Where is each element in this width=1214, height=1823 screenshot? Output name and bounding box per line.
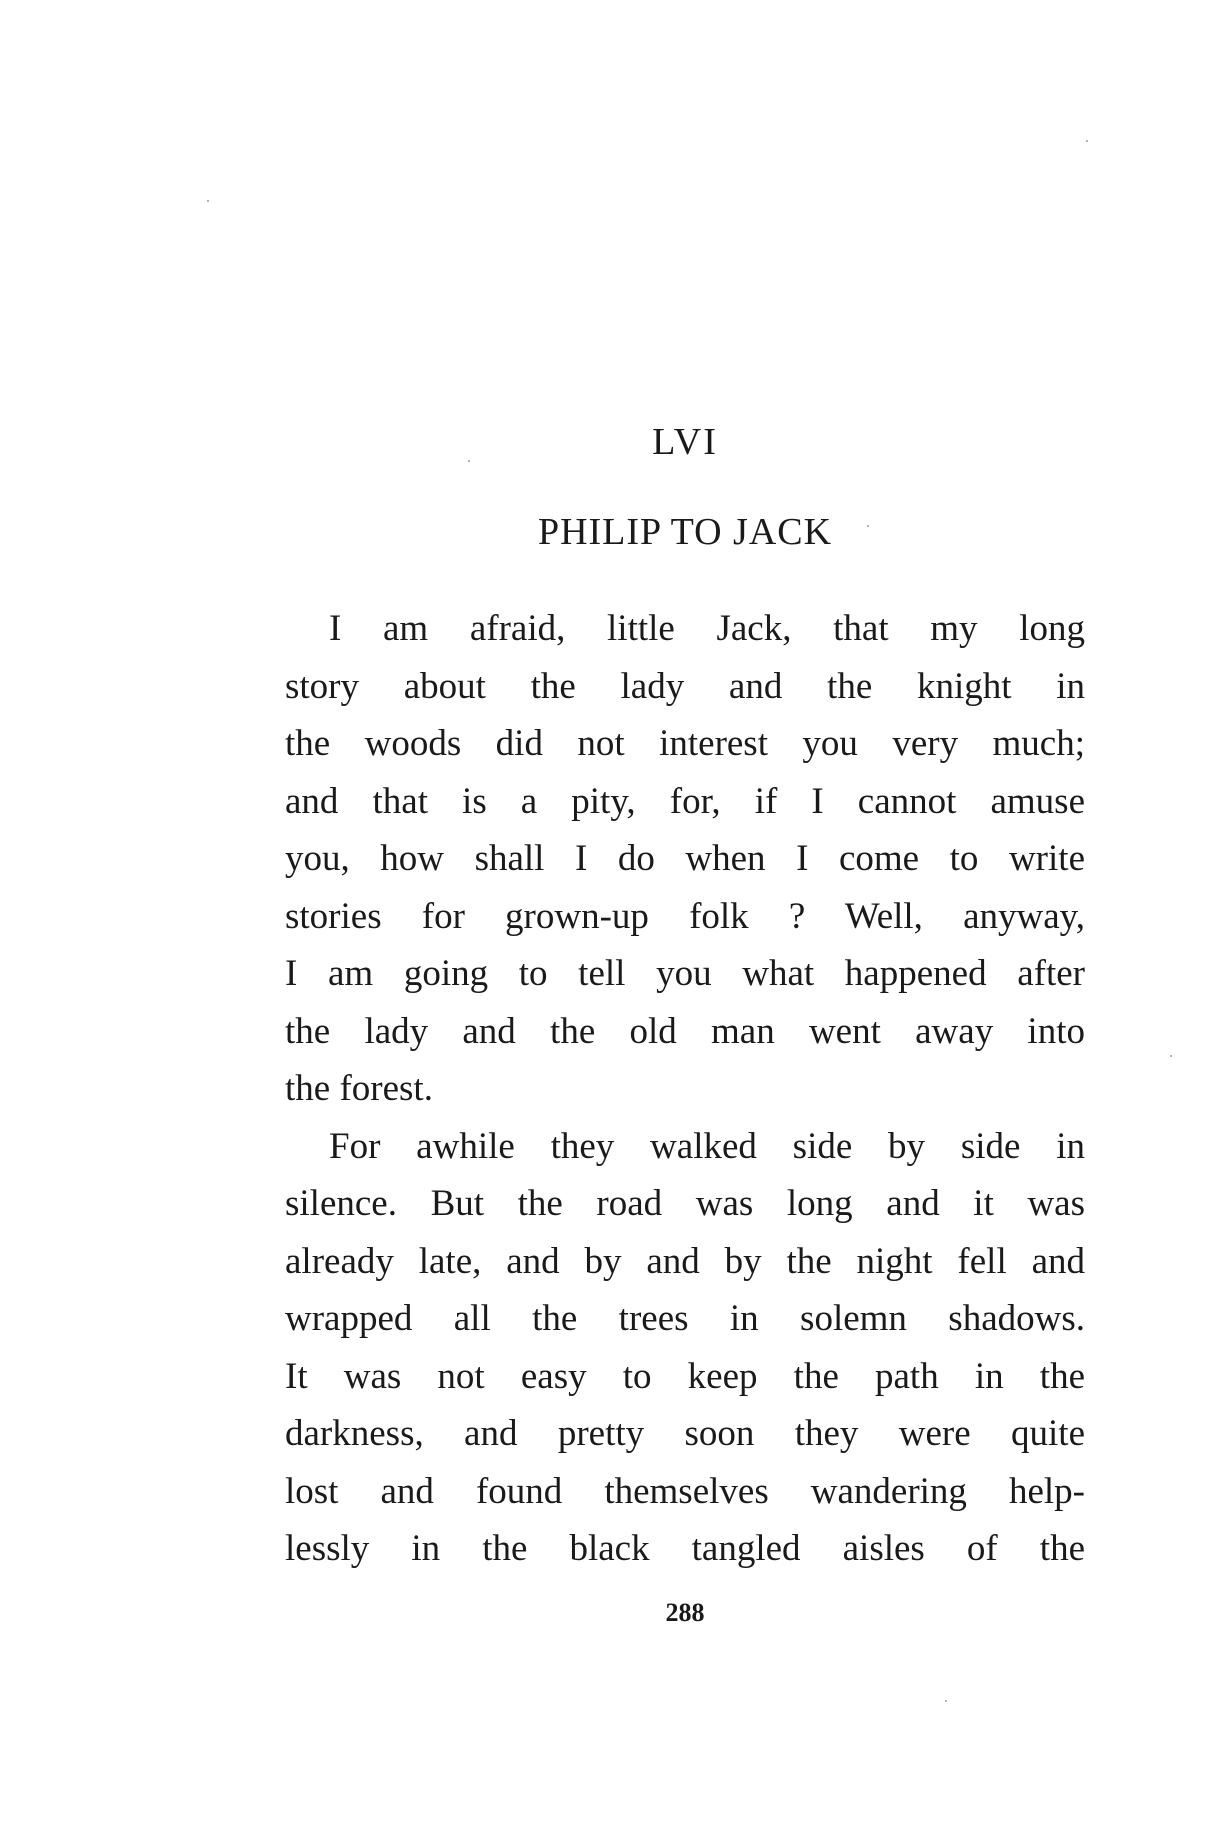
text-line: the lady and the old man went away into [285,1010,1085,1052]
text-line: the woods did not interest you very much; [285,723,1085,764]
text-line: I am going to tell you what happened after [285,953,1085,994]
text-line: I am afraid, little Jack, that my long [329,608,1085,649]
text-line: already late, and by and by the night fell and [285,1240,1085,1282]
text-line: you, how shall I do when I come to write [285,838,1085,879]
paragraph [285,600,1085,1118]
scan-speck [1170,1055,1172,1057]
body-text [285,600,1085,1578]
scan-speck [468,460,470,462]
text-line: darkness, and pretty soon they were quite [285,1413,1085,1454]
scan-speck [867,525,869,527]
chapter-title: PHILIP TO JACK [537,511,833,553]
scan-speck [945,1700,947,1702]
text-line: the forest. [285,1068,433,1109]
text-line: silence. But the road was long and it was [285,1183,1085,1224]
text-line: For awhile they walked side by side in [329,1125,1085,1167]
text-line: lost and found themselves wandering help- [285,1470,1085,1512]
text-line: story about the lady and the knight in [285,665,1085,707]
text-line: and that is a pity, for, if I cannot amuse [285,780,1085,822]
scan-speck [207,200,209,202]
text-line: wrapped all the trees in solemn shadows. [285,1298,1085,1339]
text-line: stories for grown-up folk ? Well, anyway, [285,895,1085,937]
scan-speck [1086,140,1088,142]
paragraph [285,1118,1085,1578]
chapter-number: LVI [652,421,718,463]
text-line: It was not easy to keep the path in the [285,1355,1085,1397]
text-line: lessly in the black tangled aisles of the [285,1528,1085,1569]
page-number: 288 [665,1598,705,1627]
